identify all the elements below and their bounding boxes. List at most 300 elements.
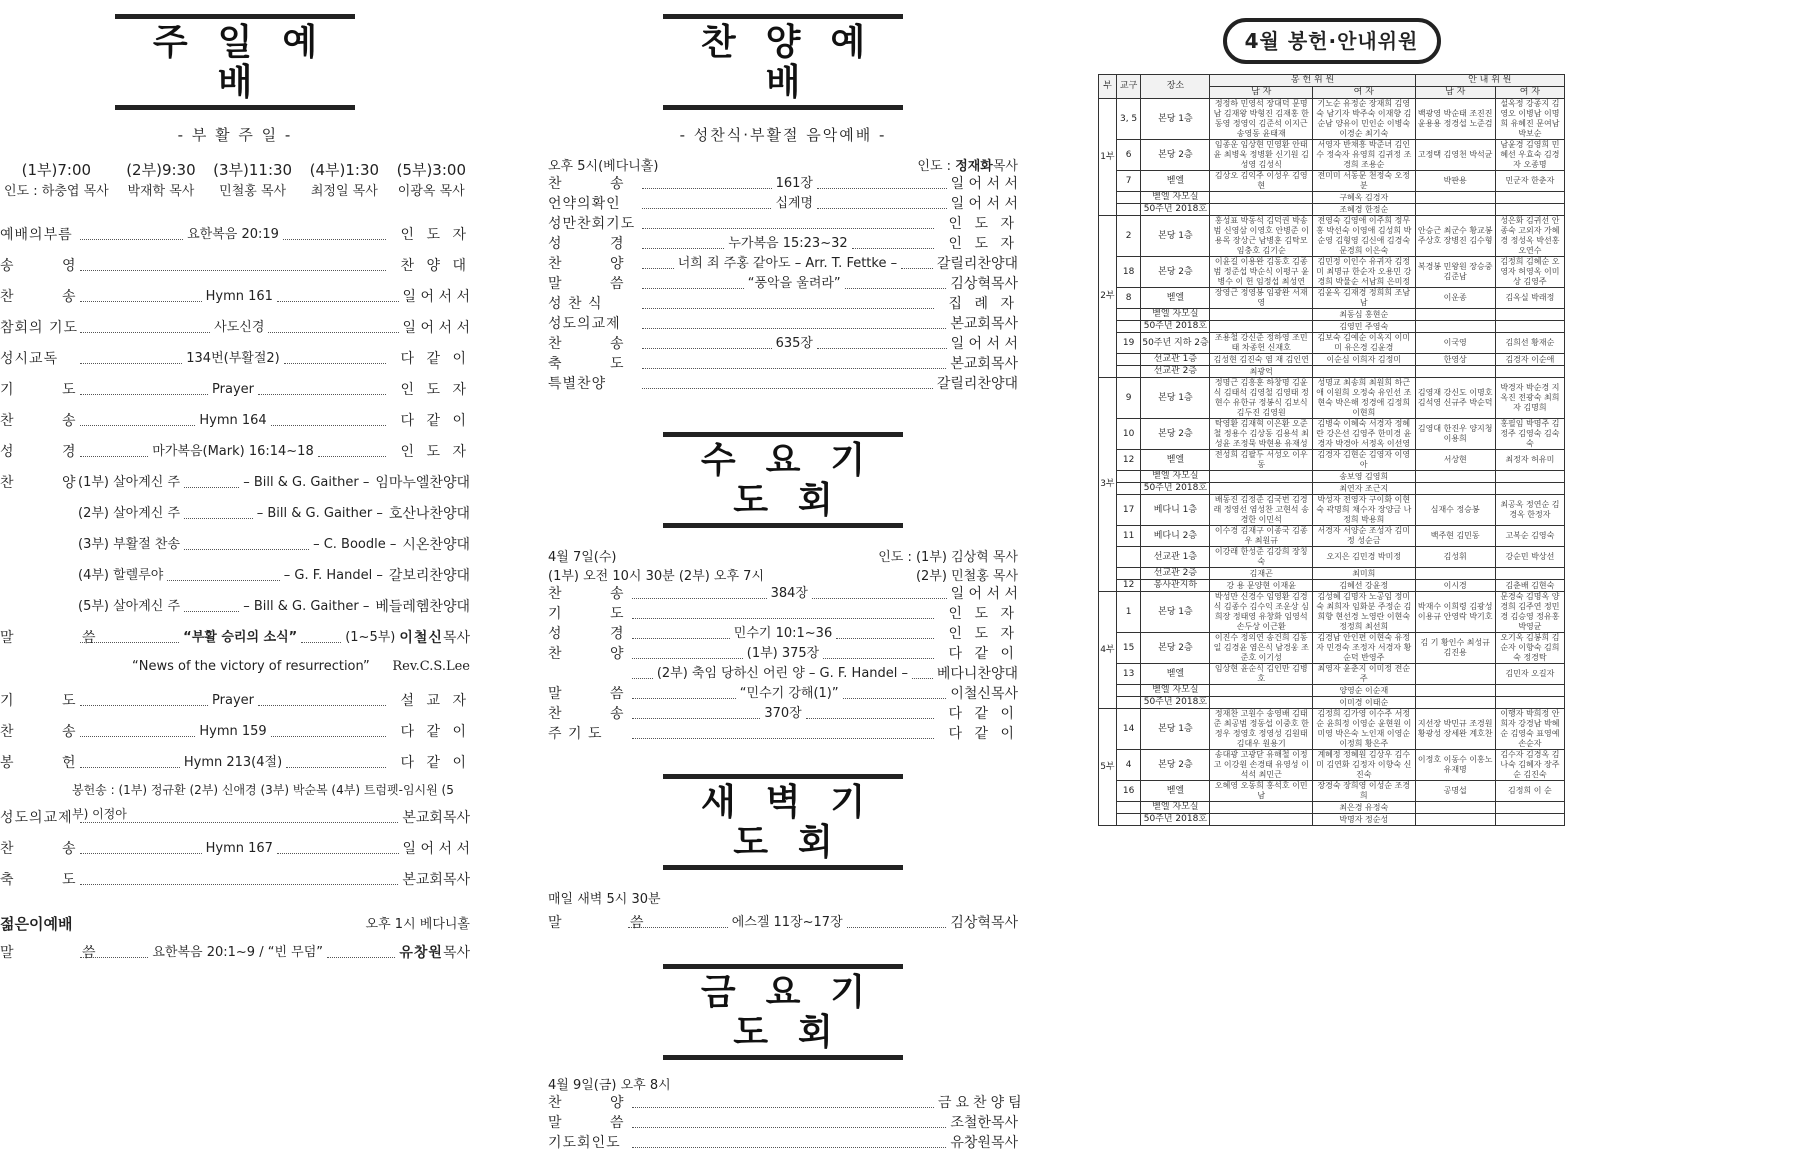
committee-names	[1415, 366, 1495, 378]
committee-names: 최미희	[1313, 568, 1416, 580]
committee-names: 송대광 고광닫 유해철 이정고 이강원 손경태 유영성 이석석 최민근	[1210, 750, 1313, 781]
committee-district	[1116, 204, 1141, 216]
committee-names: 김경자 김현순 김영자 이영아	[1313, 450, 1416, 471]
order-label: 성 찬 식	[548, 296, 603, 312]
committee-names	[1495, 697, 1564, 709]
order-role: 본교회목사	[950, 356, 1018, 372]
order-role: 다 같 이	[400, 412, 471, 429]
committee-place: 본당 2층	[1141, 419, 1210, 450]
order-content: Hymn 161	[205, 288, 273, 304]
committee-place: 50주년 2018호	[1141, 204, 1210, 216]
committee-names	[1415, 685, 1495, 697]
committee-names: 김상오 김익주 이성우 김영현	[1210, 171, 1313, 192]
praise-part: (5부) 살아계신 주	[78, 598, 181, 614]
order-role: 본교회목사	[950, 316, 1018, 332]
committee-place: 벧엘 자모실	[1141, 471, 1210, 483]
order-content: 384장	[770, 586, 808, 601]
committee-names: 장경숙 장희영 이성순 조경희	[1313, 781, 1416, 802]
committee-names	[1415, 664, 1495, 685]
order-of-worship-c	[0, 802, 470, 895]
committee-district	[1116, 354, 1141, 366]
committee-names: 공명섭	[1415, 781, 1495, 802]
order-content: (1부) 375장	[746, 646, 820, 661]
committee-row	[1099, 483, 1565, 495]
dawn-row: 말 씀 에스겔 11장~17장 김상혁목사	[548, 914, 1018, 931]
order-role: 베다니찬양대	[936, 666, 1019, 682]
service-pastor: 민철홍 목사	[219, 184, 287, 199]
order-content: “민수기 강해(1)”	[739, 686, 839, 701]
committee-names: 지선장 박민규 조경원 황광성 장세완 계호찬	[1415, 709, 1495, 750]
committee-names: 김민정 이인수 유귀자 김정미 최명규 한순자 오용민 강경희 박물순 서남희 은미정	[1313, 257, 1416, 288]
committee-names: 홍필임 박명주 김정주 김영숙 김숙숙	[1495, 419, 1564, 450]
order-role: 다 같 이	[948, 646, 1019, 662]
order-role: 일 어 서 서	[950, 336, 1019, 352]
committee-names: 탁영환 김재혁 이은환 오준철 정용수 김상동 김용석 최성윤 조정묵 박현용 유재성	[1210, 419, 1313, 450]
order-row	[548, 604, 1018, 624]
committee-names: 서경자 서양순 조성자 김미정 성순금	[1313, 526, 1416, 547]
committee-part: 4부	[1099, 592, 1117, 709]
committee-names: 이순심 이희자 김정미	[1313, 354, 1416, 366]
committee-names	[1415, 471, 1495, 483]
committee-names: 강 용 문양현 이재윤	[1210, 580, 1313, 592]
order-role: 찬 양 대	[400, 257, 470, 274]
committee-names: 홍성표 박동석 김덕권 박송범 신영삼 이영호 안병준 이용목 장상근 남병훈 김탁모 임충호 김기순	[1210, 216, 1313, 257]
order-content: Hymn 167	[205, 840, 273, 856]
committee-names: 정정하 민영석 장대덕 문명남 김재왕 박형진 김재홍 한동영 정영익 김준석 이지근 송영동 윤태재	[1210, 99, 1313, 140]
committee-names: 김윤옥 김재경 정희희 조남남	[1313, 288, 1416, 309]
committee-names: 최영자 윤춘지 이미정 전순주	[1313, 664, 1416, 685]
committee-row	[1099, 471, 1565, 483]
committee-names	[1495, 685, 1564, 697]
order-label: 성 경	[548, 236, 646, 252]
order-content: Prayer	[212, 381, 254, 397]
praise-label: 찬 양	[0, 474, 98, 491]
weekday-column: 찬양예배 - 성찬식·부활절 음악예배 - 오후 5시(베다니홀) 인도 : 정재화목사 찬 송 161장 일 어 서 서 언약의확인 십계명 일 어 서 서 성만찬회기도 인 도 자 성 경 누가복음 15:23~32 인 도 자 찬 양 너희 죄 주홍 같아도 – Arr. T. Fettke – 갈릴리찬양대 말 씀 “풍악을 울려라” 김상혁목사 성 찬 식 집 례 자 성도의교제 본교회목사 찬 송 635장 일 어 서 서 축 도 본교회목사 특별찬양 갈릴리찬양대 수요기도회 4월 7일(수) 인도 : (1부) 김상혁 목사 (1부) 오전 10시 30분 (2부) 오후 7시 (2부) 민철홍 목사 찬 송 384장 일 어 서 서 기 도 인 도 자 성 경 민수기 10:1~36 인 도 자 찬 양 (1부) 375장 다 같 이 (2부) 축임 당하신 어린 양 – G. F. Handel – 베다니찬양대 말 씀 “민수기 강해(1)” 이철신목사 찬 송 370장 다 같 이 주 기 도 다 같 이 새벽기도회 매일 새벽 5시 30분 말 씀 에스겔 11장~17장 김상혁목사 금요기도회 4월 9일(금) 오후 8시 찬 양 금요찬양팀 말 씀 조철한목사 기도회인도 유창원목사	[548, 0, 1018, 1153]
committee-names: 이시경	[1415, 580, 1495, 592]
committee-district: 9	[1116, 378, 1141, 419]
committee-district	[1116, 192, 1141, 204]
committee-place: 선교관 2층	[1141, 366, 1210, 378]
committee-part: 1부	[1099, 99, 1117, 216]
order-content: 사도신경	[214, 319, 265, 335]
order-role: 일 어 서 서	[950, 586, 1019, 602]
service-time	[310, 159, 379, 199]
committee-row	[1099, 633, 1565, 664]
praise-service-order	[548, 174, 1018, 394]
committee-names	[1313, 366, 1416, 378]
praise-row	[0, 560, 470, 591]
committee-names: 박경자 박순경 지옥진 전광숙 최희자 김명희	[1495, 378, 1564, 419]
order-row	[0, 250, 470, 281]
committee-names	[1495, 321, 1564, 333]
committee-row	[1099, 750, 1565, 781]
order-role: 인 도 자	[400, 381, 470, 398]
committee-names: 전성희 김팔두 서성오 이우동	[1210, 450, 1313, 471]
committee-place: 50주년 지하 2층	[1141, 333, 1210, 354]
order-label: 기 도	[0, 692, 98, 709]
committee-names: 김경자 이순애	[1495, 354, 1564, 366]
youth-sermon-row: 말 씀 요한복음 20:1~9 / “빈 무덤” 유창원목사	[0, 944, 471, 961]
committee-names	[1415, 483, 1495, 495]
praise-composer: – Bill & G. Gaither –	[243, 474, 370, 490]
praise-choir: 호산나찬양대	[388, 505, 470, 522]
committee-names	[1415, 568, 1495, 580]
order-row	[548, 214, 1018, 234]
committee-names	[1210, 802, 1313, 814]
praise-composer: – Bill & G. Gaither –	[256, 505, 383, 521]
committee-names: 김성휘	[1415, 547, 1495, 568]
order-row	[0, 405, 470, 436]
committee-names	[1415, 697, 1495, 709]
order-role: 인 도 자	[948, 216, 1018, 232]
order-row	[548, 1093, 1026, 1113]
praise-composer: – C. Boodle –	[313, 536, 397, 552]
service-pastor: 박재학 목사	[127, 184, 195, 199]
order-row	[0, 833, 470, 864]
order-role: 일 어 서 서	[402, 840, 470, 857]
order-row	[548, 254, 1018, 274]
committee-district	[1116, 685, 1141, 697]
offering-singers: 봉헌송 : (1부) 정규환 (2부) 신애경 (3부) 박순복 (4부) 트럼펫-임시원 (5부) 이정아	[72, 783, 454, 821]
service-time	[126, 159, 195, 199]
committee-place: 본당 2층	[1141, 633, 1210, 664]
committee-names: 오기옥 김봉희 김순자 이향숙 김희숙 정경탁	[1495, 633, 1564, 664]
order-content: Hymn 159	[199, 723, 267, 739]
committee-place: 벧엘 자모실	[1141, 685, 1210, 697]
committee-row	[1099, 99, 1565, 140]
praise-part: (2부) 살아계신 주	[78, 505, 181, 521]
committee-names	[1495, 192, 1564, 204]
committee-names: 송보영 김영희	[1313, 471, 1416, 483]
order-label: 찬 송	[0, 723, 98, 740]
youth-service-header: 젊은이예배 오후 1시 베다니홀	[0, 915, 470, 933]
order-label: 언약의확인	[548, 196, 621, 212]
order-content: Prayer	[212, 692, 254, 708]
committee-names: 성명교 최송희 최원희 하근애 이원희 오정숙 유인선 조현숙 박은해 정경애 김정희 이현희	[1313, 378, 1416, 419]
order-row	[0, 685, 470, 716]
order-role: 인 도 자	[948, 606, 1018, 622]
committee-title: 4월 봉헌·안내위원	[1223, 18, 1441, 64]
friday-title: 금요기도회	[663, 964, 903, 1060]
order-row	[0, 864, 470, 895]
order-label: 성 경	[548, 626, 646, 642]
committee-names: 전영숙 김영애 이주희 정무홍 박선숙 이영애 김성희 박순영 김형영 김신애 김경숙 문경희 이은숙	[1313, 216, 1416, 257]
committee-names: 김성혜 김명자 노공임 정미숙 최희자 임화분 주정순 김희향 현선경 노영란 이현숙 정정희 최선희	[1313, 592, 1416, 633]
committee-names: 김보숙 김예순 이옥지 이미미 유은경 김윤경	[1313, 333, 1416, 354]
committee-place: 선교관 1층	[1141, 547, 1210, 568]
committee-row	[1099, 802, 1565, 814]
order-row	[0, 312, 470, 343]
committee-row	[1099, 664, 1565, 685]
committee-names	[1415, 321, 1495, 333]
order-row	[548, 274, 1018, 294]
order-row	[0, 436, 470, 467]
committee-names	[1495, 568, 1564, 580]
order-label: 성만찬회기도	[548, 216, 636, 232]
order-content: (2부) 축임 당하신 어린 양 – G. F. Handel –	[656, 666, 909, 681]
committee-names: 임상현 윤순식 김인만 김병호	[1210, 664, 1313, 685]
committee-place: 본당 1층	[1141, 216, 1210, 257]
order-label: 축 도	[548, 356, 646, 372]
committee-names: 최광억	[1210, 366, 1313, 378]
committee-place: 봉사관지하	[1141, 580, 1210, 592]
order-role: 다 같 이	[400, 723, 471, 740]
committee-names	[1210, 204, 1313, 216]
committee-row	[1099, 580, 1565, 592]
committee-place: 벧엘	[1141, 171, 1210, 192]
order-role: 인 도 자	[400, 443, 470, 460]
committee-district: 17	[1116, 495, 1141, 526]
order-role: 다 같 이	[948, 726, 1018, 742]
order-row	[0, 716, 470, 747]
committee-names	[1495, 366, 1564, 378]
committee-row	[1099, 354, 1565, 366]
committee-row	[1099, 781, 1565, 802]
committee-names: 백주현 김민동	[1415, 526, 1495, 547]
committee-names: 박재수 이희령 김광성 이용규 안영락 박기호	[1415, 592, 1495, 633]
order-content: 민수기 10:1~36	[733, 626, 833, 641]
committee-district: 12	[1116, 450, 1141, 471]
order-row	[548, 174, 1018, 194]
order-label: 기 도	[0, 381, 98, 398]
committee-names: 고정택 김영천 박석균	[1415, 140, 1495, 171]
service-time	[4, 159, 109, 199]
order-label: 기 도	[548, 606, 646, 622]
committee-names: 최동심 홍현순	[1313, 309, 1416, 321]
committee-names	[1210, 471, 1313, 483]
committee-names	[1415, 192, 1495, 204]
committee-row	[1099, 814, 1565, 826]
order-content: 십계명	[775, 196, 814, 211]
order-label: 말 씀	[548, 1115, 646, 1131]
order-label: 찬 양	[548, 256, 646, 272]
committee-names: 이정호 이동수 이홍노 유재명	[1415, 750, 1495, 781]
order-row	[548, 334, 1018, 354]
order-label: 찬 송	[0, 412, 98, 429]
committee-district: 16	[1116, 781, 1141, 802]
praise-service-info: 오후 5시(베다니홀) 인도 : 정재화목사	[548, 159, 1018, 174]
order-role: 이철신목사	[950, 686, 1018, 702]
order-content: Hymn 213(4절)	[183, 754, 283, 770]
service-time-label: (4부)1:30	[309, 161, 380, 179]
committee-names: 설옥정 강종지 김영오 이병남 이명희 유혜진 문여남 박보순	[1495, 99, 1564, 140]
committee-district	[1116, 802, 1141, 814]
order-role: 갈릴리찬양대	[936, 376, 1018, 392]
order-label: 찬 송	[0, 288, 98, 305]
committee-place: 본당 1층	[1141, 378, 1210, 419]
committee-names	[1210, 321, 1313, 333]
committee-names	[1210, 483, 1313, 495]
service-time	[213, 159, 292, 199]
order-of-worship-a	[0, 219, 470, 467]
order-row	[548, 354, 1018, 374]
order-label: 찬 송	[548, 706, 646, 722]
order-content: Hymn 164	[199, 412, 267, 428]
order-role: 금요찬양팀	[938, 1095, 1026, 1111]
committee-names: 성은화 김귀선 안종숙 고외자 가혜경 정성옥 박선홍 오연수	[1495, 216, 1564, 257]
committee-names	[1210, 814, 1313, 826]
committee-district	[1116, 547, 1141, 568]
committee-place: 벧엘	[1141, 288, 1210, 309]
service-time	[397, 159, 466, 199]
committee-district: 2	[1116, 216, 1141, 257]
committee-names: 김영대 한진우 양지청 이용희	[1415, 419, 1495, 450]
committee-names: 복경봉 민왕원 장승중 김준남	[1415, 257, 1495, 288]
order-label: 성시교독	[0, 350, 59, 367]
committee-row	[1099, 140, 1565, 171]
committee-names: 이진수 정의연 송건희 김동일 김경윤 염은식 남경웅 조준호 이기성	[1210, 633, 1313, 664]
committee-row	[1099, 333, 1565, 354]
committee-place: 본당 1층	[1141, 99, 1210, 140]
committee-names: 박명자 정순성	[1313, 814, 1416, 826]
committee-place: 본당 2층	[1141, 750, 1210, 781]
committee-row	[1099, 592, 1565, 633]
committee-place: 50주년 2018호	[1141, 321, 1210, 333]
committee-place: 벧엘 자모실	[1141, 192, 1210, 204]
order-role: 김상혁목사	[950, 276, 1019, 292]
committee-place: 선교관 1층	[1141, 354, 1210, 366]
committee-row	[1099, 204, 1565, 216]
praise-choir: 갈보리찬양대	[388, 567, 470, 584]
committee-place: 본당 1층	[1141, 592, 1210, 633]
committee-names: 강순민 박상선	[1495, 547, 1564, 568]
committee-names: 최은경 유정숙	[1313, 802, 1416, 814]
committee-place: 벧엘 자모실	[1141, 802, 1210, 814]
committee-names	[1210, 192, 1313, 204]
committee-row	[1099, 216, 1565, 257]
committee-names	[1495, 204, 1564, 216]
committee-place: 50주년 2018호	[1141, 697, 1210, 709]
order-content: “풍악을 울려라”	[747, 276, 841, 291]
order-content: 370장	[764, 706, 802, 721]
committee-names: 김영재 강신도 이명호 김석영 신규주 박순덕	[1415, 378, 1495, 419]
service-pastor: 최정일 목사	[310, 184, 378, 199]
praise-choir: 시온찬양대	[402, 536, 470, 553]
committee-names: 조용철 강신준 정하영 조민태 차종헌 신재호	[1210, 333, 1313, 354]
committee-row	[1099, 366, 1565, 378]
dawn-title: 새벽기도회	[663, 774, 903, 870]
praise-composer: – G. F. Handel –	[283, 567, 383, 583]
order-row	[548, 234, 1018, 254]
committee-names: 기노순 유정순 장재희 김영숙 남기자 박주숙 이재향 김순남 양유이 민인순 이병숙 이경순 최기숙	[1313, 99, 1416, 140]
committee-names: 배동진 김정준 김국번 김경래 정영선 염성찬 고현석 송경한 이민석	[1210, 495, 1313, 526]
committee-names: 김정희 김혜순 오영자 허영옥 이미상 김영주	[1495, 257, 1564, 288]
order-row	[548, 644, 1018, 664]
committee-names	[1495, 309, 1564, 321]
order-role: 일 어 서 서	[950, 176, 1019, 192]
praise-part: (3부) 부활절 찬송	[78, 536, 181, 552]
committee-district: 4	[1116, 750, 1141, 781]
committee-place: 벧엘	[1141, 450, 1210, 471]
committee-names: 최공옥 정연순 김경옥 한정자	[1495, 495, 1564, 526]
order-label: 찬 송	[0, 840, 98, 857]
order-row	[0, 281, 470, 312]
committee-names: 전미미 서동문 천정숙 오정분	[1313, 171, 1416, 192]
committee-names: 장영근 정영봉 임광완 서재영	[1210, 288, 1313, 309]
order-label: 참회의 기도	[0, 319, 79, 336]
sermon-english: “News of the victory of resurrection” Rev.C.S.Lee	[132, 659, 470, 674]
order-content: 161장	[775, 176, 813, 191]
committee-place: 베다니 1층	[1141, 495, 1210, 526]
order-row	[0, 747, 470, 778]
committee-names	[1495, 802, 1564, 814]
committee-place: 벧엘	[1141, 664, 1210, 685]
committee-names: 김민자 오길자	[1495, 664, 1564, 685]
order-label: 성도의교제	[548, 316, 621, 332]
committee-district: 6	[1116, 140, 1141, 171]
order-row	[548, 1133, 1018, 1153]
committee-district: 13	[1116, 664, 1141, 685]
order-role: 갈릴리찬양대	[936, 256, 1018, 272]
committee-names: 이미경 이태순	[1313, 697, 1416, 709]
committee-row	[1099, 419, 1565, 450]
order-label: 예배의부름	[0, 226, 73, 243]
committee-names: 김영민 주영숙	[1313, 321, 1416, 333]
friday-order	[548, 1093, 1026, 1153]
committee-names: 김병숙 이혜숙 서경자 정혜란 강은선 김영주 한미경 윤경자 박경아 서정옥 이선영	[1313, 419, 1416, 450]
committee-place: 본당 1층	[1141, 709, 1210, 750]
order-role: 다 같 이	[400, 754, 471, 771]
order-row	[548, 584, 1018, 604]
committee-names: 양영순 이순재	[1313, 685, 1416, 697]
committee-place: 본당 2층	[1141, 140, 1210, 171]
committee-row	[1099, 697, 1565, 709]
committee-table: 부 교구 장소 봉 헌 위 원 안 내 위 원 남 자 여 자 남 자 여 자 1부 3, 5 본당 1층 정정하 민영석 장대덕 문명남 김재왕 박형진 김재홍 한동영 정영익 김준석 이지근 송영동 윤태재 기노순 유정순 장재희 김영숙 남기자 박주숙 이재향 김순남 양유이 민인순 이병숙 이경순 최기숙 백광영 박순태 조진진 윤용용 정경섭 노준검 설옥정 강종지 김영오 이병남 이명희 유혜진 문여남 박보순 6 본당 2층 임종운 임상현 민영환 안태윤 최병욱 정병환 신기원 김성영 김성식 서영자 반채흥 박준녀 김인수 정숙자 유영희 김귀정 조경희 조용순 고정택 김영천 박석균 남윤경 김영희 민혜선 우효숙 김경자 오종명 7 벧엘 김상오 김익주 이성우 김영현 전미미 서동문 천정숙 오정분 박판용 민군자 한춘자 벧엘 자모실 구혜옥 김경자 50주년 2018호 조혜경 한정순 2부 2 본당 1층 홍성표 박동석 김덕권 박송범 신영삼 이영호 안병준 이용목 장상근 남병훈 김탁모 임충호 김기순 전영숙 김영애 이주희 정무홍 박선숙 이영애 김성희 박순영 김형영 김신애 김경숙 문경희 이은숙 안승근 최군수 황교봉 주상호 장병진 김수형 성은화 김귀선 안종숙 고외자 가혜경 정성옥 박선홍 오연수 18 본당 2층 이윤길 이용완 김동호 김종범 정준섭 박순식 이평구 윤병수 이 헌 임정섭 최성연 김민정 이인수 유귀자 김정미 최명규 한순자 오용민 강경희 박물순 서남희 은미정 복경봉 민왕원 장승중 김준남 김정희 김혜순 오영자 허영옥 이미상 김영주 8 벧엘 장영근 정영봉 임광완 서재영 김윤옥 김재경 정희희 조남남 이운종 김옥실 박래정 벧엘 자모실 최동심 홍현순 50주년 2018호 김영민 주영숙 19 50주년 지하 2층 조용철 강신준 정하영 조민태 차종헌 신재호 김보숙 김예순 이옥지 이미미 유은경 김윤경 이국영 김희선 황재순 선교관 1층 김성현 김진숙 염 재 김인연 이순심 이희자 김정미 한영상 김경자 이순애 선교관 2층 최광억 3부 9 본당 1층 정명근 김흥훈 하창명 김윤식 김태석 김영철 김영태 정현수 유한규 정봉식 김보식 김두진 김영원 성명교 최송희 최원희 하근애 이원희 오정숙 유인선 조현숙 박은해 정경애 김정희 이현희 김영재 강신도 이명호 김석영 신규주 박순덕 박경자 박순경 지옥진 전광숙 최희자 김명희 10 본당 2층 탁영환 김재혁 이은환 오준철 정용수 김상동 김용석 최성윤 조정묵 박현용 유재성 김병숙 이혜숙 서경자 정혜란 강은선 김영주 한미경 윤경자 박경아 서정옥 이선영 김영대 한진우 양지청 이용희 홍필임 박명주 김정주 김영숙 김숙숙 12 벧엘 전성희 김팔두 서성오 이우동 김경자 김현순 김영자 이영아 서상현 최정자 허유미 벧엘 자모실 송보영 김영희 50주년 2018호 최연자 조근지 17 베다니 1층 배동진 김정준 김국번 김경래 정영선 염성찬 고현석 송경한 이민석 박성자 전영자 구이화 이현숙 곽명희 채수자 장양금 나정희 박용희 심재수 정승봉 최공옥 정연순 김경옥 한정자 11 베다니 2층 이수경 김재구 이종국 김종우 최원규 서경자 서양순 조성자 김미정 성순금 백주현 김민동 고복순 김영숙 선교관 1층 이강래 한성준 김강희 장칭숙 오지은 김민경 박미정 김성휘 강순민 박상선 선교관 2층 김재곤 최미희 12 봉사관지하 강 용 문양현 이재윤 김혜선 강윤정 이시경 김춘배 김현숙 4부 1 본당 1층 박성만 신경수 임영환 김경식 김종수 김수익 조운상 심희장 정태영 유창화 임영석 손두상 이근환 김성혜 김명자 노공임 정미숙 최희자 임화분 주정순 김희향 현선경 노영란 이현숙 정정희 최선희 박재수 이희령 김광성 이용규 안영락 박기호 문경숙 김명옥 양경희 김주연 정민경 김승영 정유홍 박영균 15 본당 2층 이진수 정의연 송건희 김동일 김경윤 염은식 남경웅 조준호 이기성 김경남 안인편 이현숙 유정자 민경숙 조정자 서경자 황순덕 반영주 김 기 황인수 최성규 김진용 오기옥 김봉희 김순자 이향숙 김희숙 정경탁 13 벧엘 임상현 윤순식 김인만 김병호 최영자 윤춘지 이미정 전순주 김민자 오길자 벧엘 자모실 양영순 이순재 50주년 2018호 이미경 이태순 5부 14 본당 1층 정재찬 고원수 송영배 김태준 최공범 정동섭 이중호 한정우 정영호 정영성 김원태 김대우 원용기 김정희 김가영 이수주 서정순 윤희정 이영순 윤현원 이미영 박은숙 노인재 이영순 이정희 황은주 지선장 박민규 조경원 황광성 장세완 계호찬 이행자 박희정 안희자 강경남 박혜순 김영숙 표영예 손순자 4 본당 2층 송대광 고광닫 유해철 이정고 이강원 손경태 유영성 이석석 최민근 계혜정 정혜원 김상우 김수미 김연화 김정자 이향숙 신진숙 이정호 이동수 이홍노 유재명 김수자 김경옥 김나숙 김혜자 장주순 김진숙 16 벧엘 오혜영 오동희 홍석호 이민남 장경숙 장희영 이성순 조경희 공명섭 김정희 이 순 벧엘 자모실 최은경 유정숙 50주년 2018호 박명자 정순성	[1098, 74, 1565, 826]
committee-names: 심재수 정승봉	[1415, 495, 1495, 526]
order-row	[0, 219, 470, 250]
order-label: 봉 헌	[0, 754, 98, 771]
committee-names: 계혜정 정혜원 김상우 김수미 김연화 김정자 이향숙 신진숙	[1313, 750, 1416, 781]
committee-part: 5부	[1099, 709, 1117, 826]
praise-service-title: 찬양예배	[663, 14, 903, 110]
committee-names: 이강래 한성준 김강희 장칭숙	[1210, 547, 1313, 568]
sermon-row: 말 씀 “부활 승리의 소식” (1~5부) 이철신목사	[0, 629, 470, 646]
sunday-subtitle: - 부 활 주 일 -	[177, 126, 293, 144]
committee-names: 이행자 박희정 안희자 강경남 박혜순 김영숙 표영예 손순자	[1495, 709, 1564, 750]
committee-row	[1099, 450, 1565, 471]
praise-row	[0, 467, 470, 498]
praise-service-subtitle: - 성찬식·부활절 음악예배 -	[679, 126, 887, 144]
committee-names: 이윤길 이용완 김동호 김종범 정준섭 박순식 이평구 윤병수 이 헌 임정섭 최성연	[1210, 257, 1313, 288]
praise-row	[0, 591, 470, 622]
order-content: 마가복음(Mark) 16:14~18	[152, 443, 314, 459]
order-role: 다 같 이	[948, 706, 1018, 722]
order-label: 찬 송	[548, 336, 646, 352]
committee-district: 8	[1116, 288, 1141, 309]
order-role: 일 어 서 서	[402, 288, 470, 305]
committee-names: 고복순 김영숙	[1495, 526, 1564, 547]
order-label: 말 씀	[548, 686, 646, 702]
order-label: 기도회인도	[548, 1135, 621, 1151]
order-role: 인 도 자	[400, 226, 470, 243]
committee-row	[1099, 495, 1565, 526]
committee-row	[1099, 321, 1565, 333]
order-role: 조철한목사	[950, 1115, 1018, 1131]
committee-names: 오지은 김민경 박미정	[1313, 547, 1416, 568]
sunday-column	[0, 0, 470, 968]
committee-district	[1116, 697, 1141, 709]
order-label: 말 씀	[548, 276, 646, 292]
committee-names: 문경숙 김명옥 양경희 김주연 정민경 김승영 정유홍 박영균	[1495, 592, 1564, 633]
service-time-label: (3부)11:30	[213, 161, 293, 179]
order-role: 인 도 자	[948, 626, 1018, 642]
committee-names: 김성현 김진숙 염 재 김인연	[1210, 354, 1313, 366]
committee-district	[1116, 321, 1141, 333]
committee-row	[1099, 378, 1565, 419]
order-role: 일 어 서 서	[950, 196, 1019, 212]
order-role: 설 교 자	[400, 692, 470, 709]
committee-district: 14	[1116, 709, 1141, 750]
